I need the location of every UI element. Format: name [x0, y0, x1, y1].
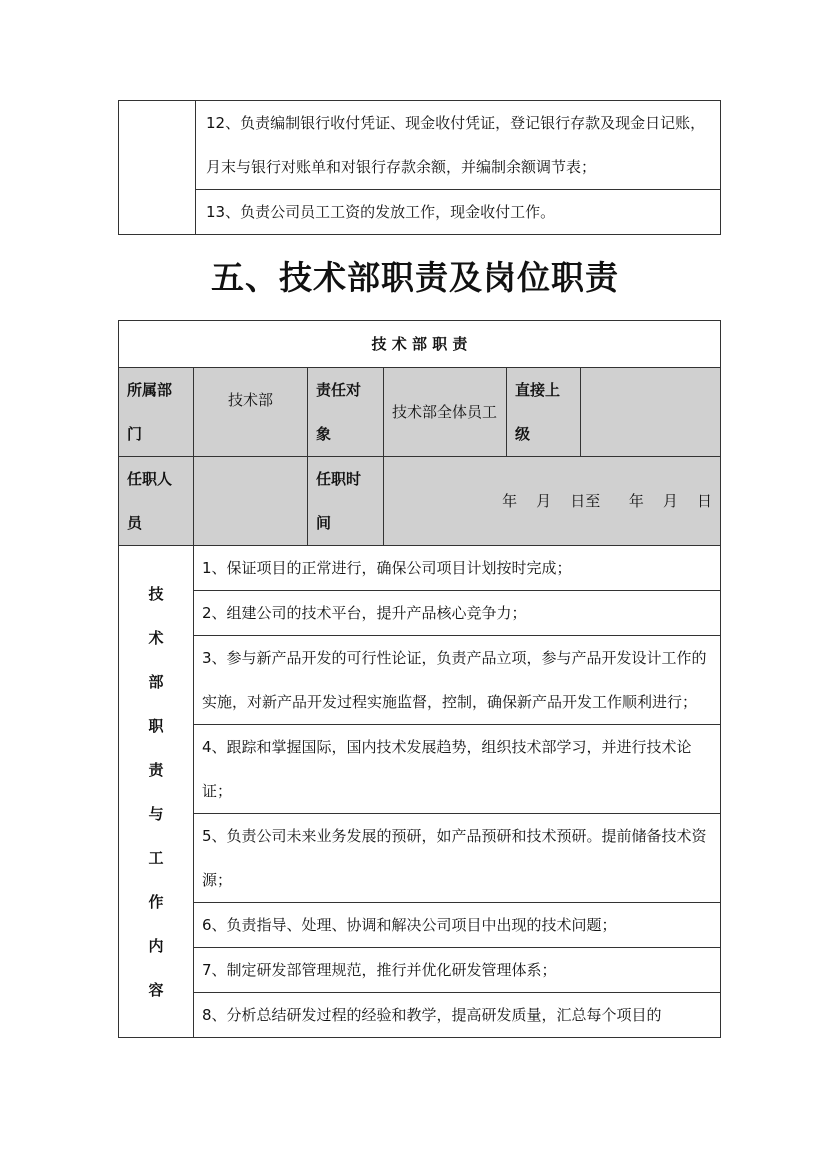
table-row: [119, 903, 721, 948]
target-label: 责任对象: [308, 368, 384, 457]
dept-value: 技术部: [194, 368, 308, 457]
table-row: [119, 591, 721, 636]
target-value: 技术部全体员工: [384, 368, 507, 457]
period-label: 任职时间: [308, 457, 384, 546]
duty-item: 5、负责公司未来业务发展的预研，如产品预研和技术预研。提前储备技术资源；: [194, 814, 721, 903]
table-row: [119, 636, 721, 725]
superior-label: 直接上级: [507, 368, 581, 457]
table-row: [119, 101, 721, 190]
duty-item: 1、保证项目的正常进行，确保公司项目计划按时完成；: [194, 546, 721, 591]
section-title: 五、技术部职责及岗位职责: [211, 258, 619, 297]
side-char: 内: [148, 936, 164, 955]
table-row: [119, 993, 721, 1038]
table-row: [119, 814, 721, 903]
table-title-row: [119, 321, 721, 368]
side-char: 术: [148, 628, 164, 647]
dept-label: 所属部门: [119, 368, 194, 457]
duty-item: 2、组建公司的技术平台，提升产品核心竞争力；: [194, 591, 721, 636]
period-value: 年 月 日至 年 月 日: [384, 457, 721, 546]
tech-dept-duties-table: [118, 320, 721, 1038]
table-row: [119, 190, 721, 235]
superior-value: [581, 368, 721, 457]
table-row: [119, 368, 721, 457]
table-row: [119, 948, 721, 993]
side-char: 与: [148, 804, 164, 823]
empty-cell: [119, 101, 196, 235]
side-char: 责: [148, 760, 164, 779]
person-value: [194, 457, 308, 546]
table-row: [119, 546, 721, 591]
person-label: 任职人员: [119, 457, 194, 546]
duty-item: 13、负责公司员工工资的发放工作，现金收付工作。: [196, 190, 721, 235]
duty-item: 3、参与新产品开发的可行性论证，负责产品立项，参与产品开发设计工作的实施，对新产品开发过程实施监督，控制，确保新产品开发工作顺利进行；: [194, 636, 721, 725]
table-row: [119, 725, 721, 814]
finance-duties-table-continued: [118, 100, 721, 235]
duty-item: 12、负责编制银行收付凭证、现金收付凭证，登记银行存款及现金日记账，月末与银行对账单和对银行存款余额，并编制余额调节表；: [196, 101, 721, 190]
side-label: [119, 546, 194, 1038]
table-row: [119, 457, 721, 546]
duty-item: 7、制定研发部管理规范，推行并优化研发管理体系；: [194, 948, 721, 993]
side-char: 部: [148, 672, 164, 691]
duty-item: 6、负责指导、处理、协调和解决公司项目中出现的技术问题；: [194, 903, 721, 948]
duty-item: 8、分析总结研发过程的经验和教学，提高研发质量，汇总每个项目的: [194, 993, 721, 1038]
duty-item: 4、跟踪和掌握国际，国内技术发展趋势，组织技术部学习，并进行技术论证；: [194, 725, 721, 814]
side-char: 作: [148, 892, 164, 911]
side-char: 容: [148, 980, 164, 999]
side-char: 工: [148, 848, 164, 867]
table-title: 技 术 部 职 责: [119, 321, 721, 368]
side-char: 职: [148, 716, 164, 735]
side-char: 技: [148, 584, 164, 603]
